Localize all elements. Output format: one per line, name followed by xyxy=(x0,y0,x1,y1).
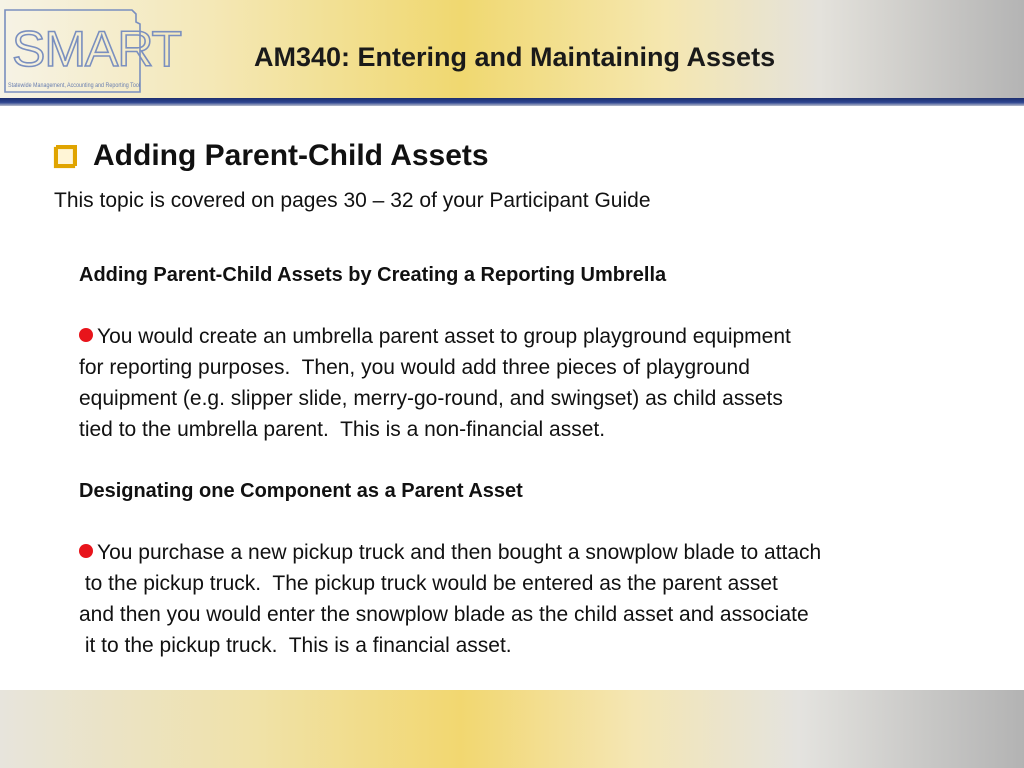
header-banner xyxy=(0,0,1024,98)
spacer xyxy=(79,506,999,537)
paragraph-line: for reporting purposes. Then, you would add three pieces of playground xyxy=(79,356,750,379)
paragraph-line xyxy=(79,321,999,352)
header-rule xyxy=(0,98,1024,106)
paragraph-umbrella xyxy=(79,321,999,445)
subheading-component: Designating one Component as a Parent Asset xyxy=(79,480,523,502)
paragraph-line: to the pickup truck. The pickup truck would be entered as the parent asset xyxy=(79,572,778,595)
intro-text: This topic is covered on pages 30 – 32 of your Participant Guide xyxy=(54,189,651,212)
footer-banner xyxy=(0,690,1024,768)
paragraph-line: equipment (e.g. slipper slide, merry-go-round, and swingset) as child assets xyxy=(79,387,783,410)
content-block xyxy=(79,260,999,661)
red-bullet-icon xyxy=(79,328,93,342)
slide-title: AM340: Entering and Maintaining Assets xyxy=(254,42,776,72)
paragraph-component xyxy=(79,537,999,661)
subheading-umbrella: Adding Parent-Child Assets by Creating a Reporting Umbrella xyxy=(79,264,667,286)
spacer xyxy=(79,445,999,476)
paragraph-line: it to the pickup truck. This is a financial asset. xyxy=(79,634,512,657)
checkbox-bullet-icon xyxy=(54,144,78,168)
paragraph-line: and then you would enter the snowplow blade as the child asset and associate xyxy=(79,603,809,626)
smart-logo xyxy=(2,6,182,98)
logo-tagline: Statewide Management, Accounting and Reporting Tool xyxy=(8,82,140,89)
section-heading: Adding Parent-Child Assets xyxy=(93,139,489,172)
line-text: You purchase a new pickup truck and then bought a snowplow blade to attach xyxy=(97,541,822,564)
paragraph-line: tied to the umbrella parent. This is a non-financial asset. xyxy=(79,418,606,441)
smart-logo-graphic xyxy=(2,6,182,98)
red-bullet-icon xyxy=(79,544,93,558)
line-text: You would create an umbrella parent asset to group playground equipment xyxy=(97,325,791,348)
paragraph-line xyxy=(79,537,999,568)
logo-wordmark: SMART xyxy=(12,21,182,77)
spacer xyxy=(79,290,999,321)
